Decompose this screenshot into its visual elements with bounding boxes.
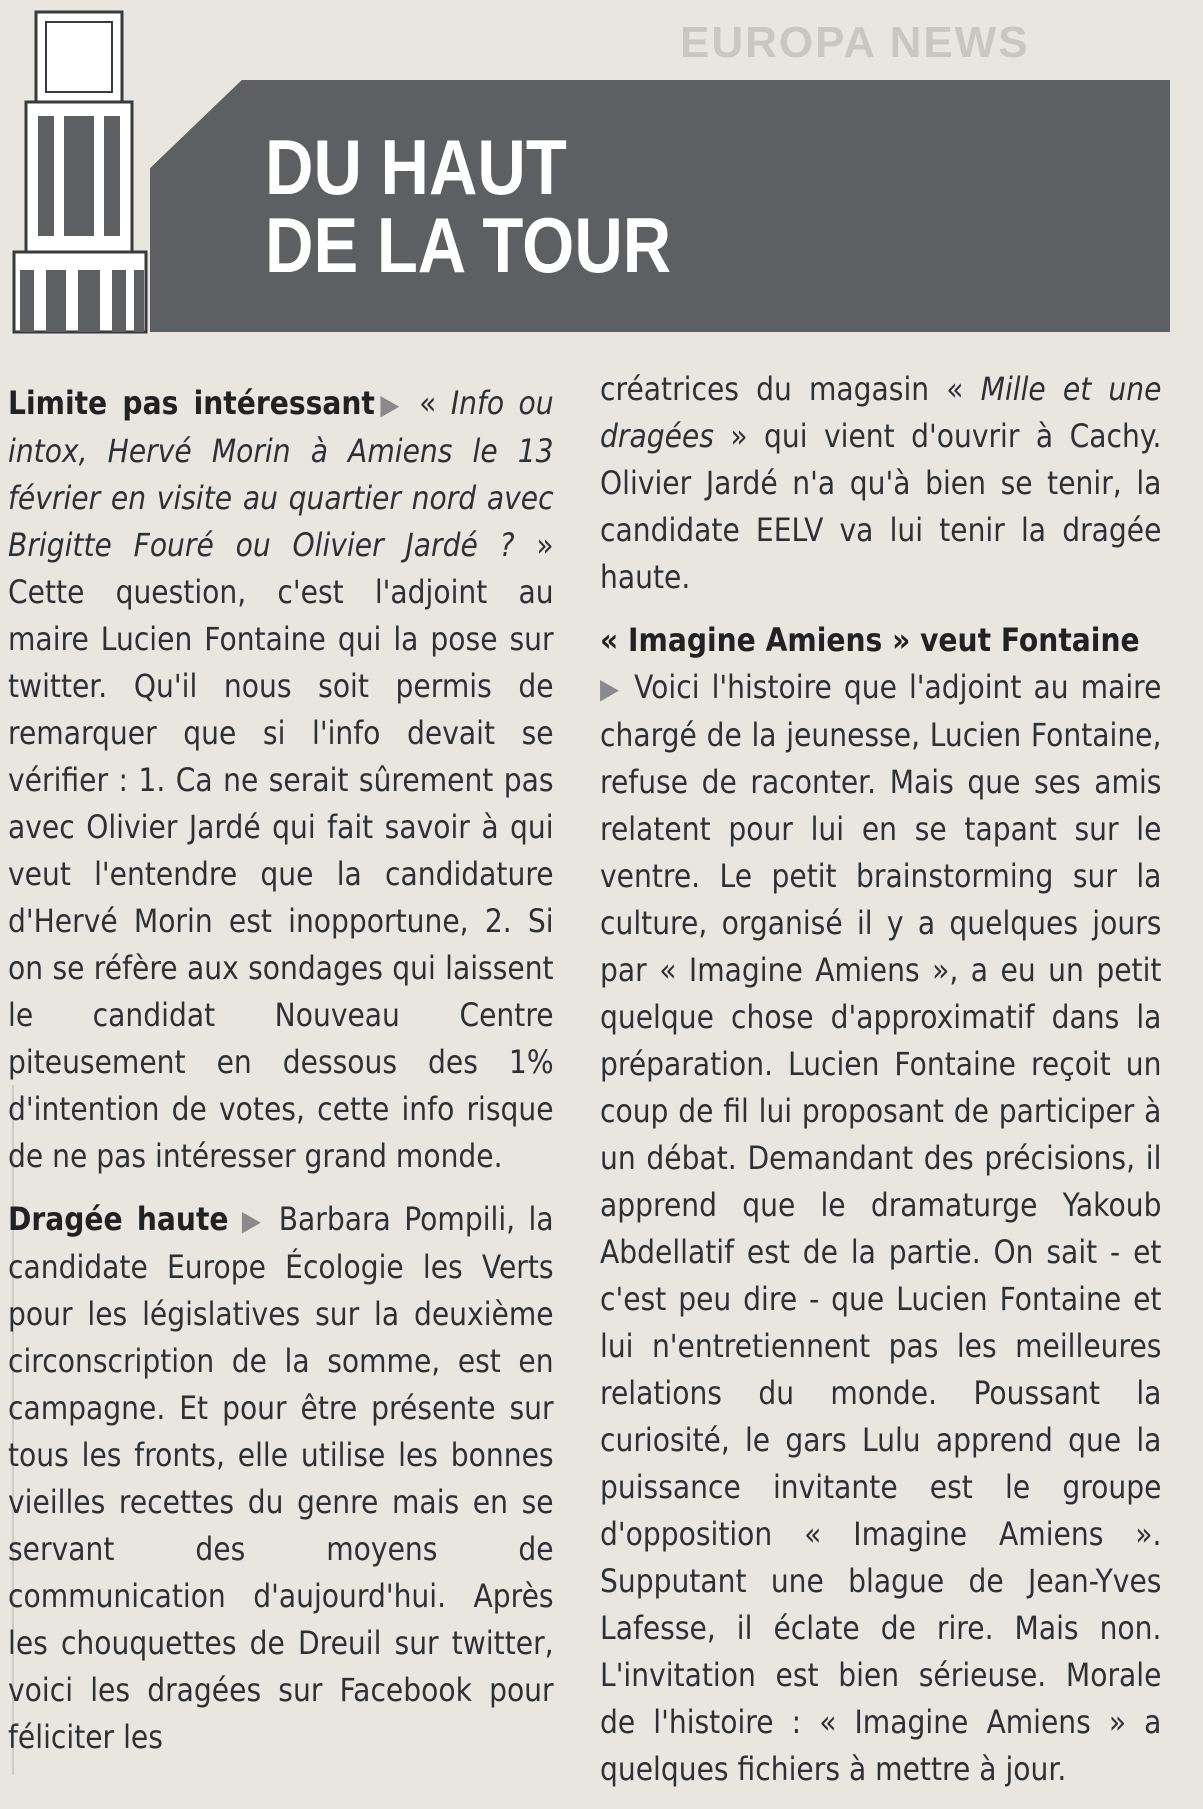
article-dragee [8,1196,554,1761]
arrow-icon: ▶ [241,1204,266,1237]
page-title [265,123,672,289]
article-heading: Limite pas intéressant [8,384,375,422]
bleed-through-text: EUROPA NEWS [680,18,1030,67]
article-heading: Dragée haute [8,1200,229,1238]
article-body: » qui vient d'ouvrir à Cachy. Olivier Jardé n'a qu'à bien se tenir, la candidate EELV va lui tenir la dragée haute. [600,417,1162,596]
quote-open: « [404,384,451,422]
tower-logo-icon [0,0,175,340]
article-body: Voici l'histoire que l'adjoint au maire chargé de la jeunesse, Lucien Fontaine, refuse de raconter. Mais que ses amis relatent pour lui en se tapant sur le ventre. Le petit brainstorming sur la culture, organisé il y a quelques jours par « Imagine Amiens », a eu un petit quelque chose d'approximatif dans la préparation. Lucien Fontaine reçoit un coup de fil lui proposant de participer à un débat. Demandant des précisions, il apprend que le dramaturge Yakoub Abdellatif est de la partie. On sait - et c'est peu dire - que Lucien Fontaine et lui n'entretiennent pas les meilleures relations du monde. Poussant la curiosité, le gars Lulu apprend que la puissance invitante est le groupe d'opposition « Imagine Amiens ». Supputant une blague de Jean-Yves Lafesse, il éclate de rire. Mais non. L'invitation est bien sérieuse. Morale de l'histoire : « Imagine Amiens » a quelques fichiers à mettre à jour. [600,668,1162,1788]
article-body: créatrices du magasin « [600,370,981,408]
article-quote: Info ou intox, Hervé Morin à Amiens le 13 février en visite au quartier nord avec Brigitte Fouré ou Olivier Jardé ? [8,384,554,564]
arrow-icon: ▶ [600,672,623,705]
left-column [8,380,554,1777]
title-line-2: DE LA TOUR [265,201,672,289]
article-imagine [600,617,1161,1793]
right-column [600,366,1161,1809]
quote-close: » [514,526,554,564]
shop-name: Mille et une dragées [600,370,1162,455]
arrow-icon: ▶ [374,388,405,421]
article-body: Cette question, c'est l'adjoint au maire Lucien Fontaine qui la pose sur twitter. Qu'il nous soit permis de remarquer que si l'info devait se vérifier : 1. Ca ne serait sûrement pas avec Olivier Jardé qui fait savoir à qui veut l'entendre que la candidature d'Hervé Morin est inopportune, 2. Si on se réfère aux sondages qui laissent le candidat Nouveau Centre piteusement en dessous des 1% d'intention de votes, cette info risque de ne pas intéresser grand monde. [8,573,554,1175]
article-body: Barbara Pompili, la candidate Europe Écologie les Verts pour les législatives sur la deuxième circonscription de la somme, est en campagne. Et pour être présente sur tous les fronts, elle utilise les bonnes vieilles recettes du genre mais en se servant des moyens de communication d'aujourd'hui. Après les chouquettes de Dreuil sur twitter, voici les dragées sur Facebook pour féliciter les [8,1200,554,1756]
article-limite [8,380,554,1180]
article-heading: « Imagine Amiens » veut Fontaine [600,621,1140,659]
title-line-1: DU HAUT [265,123,567,211]
article-dragee-continued [600,366,1161,601]
